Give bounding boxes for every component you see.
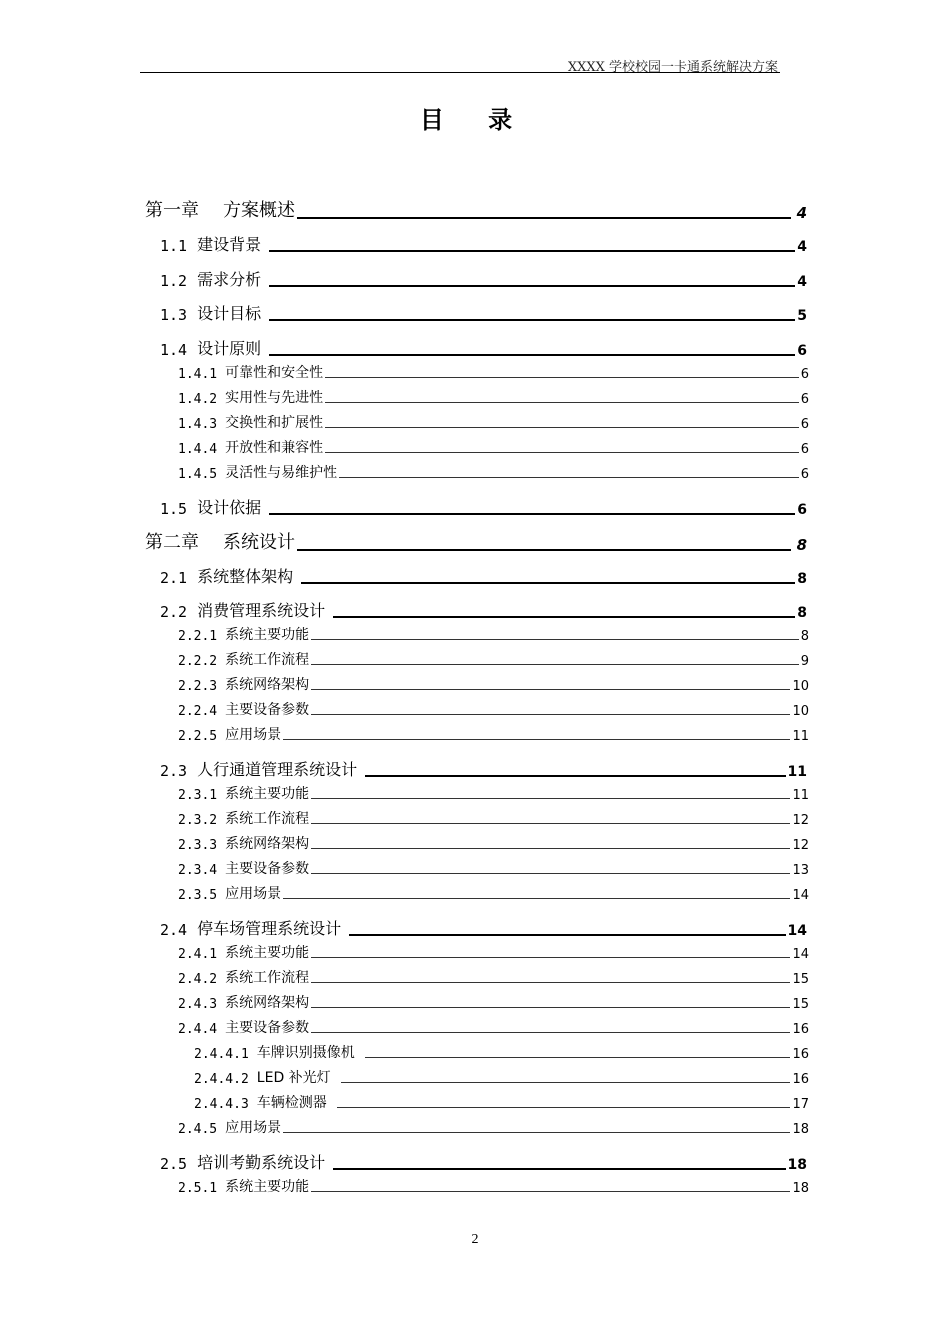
toc-entry-label: 系统网络架构 [225, 836, 310, 852]
toc-entry[interactable] [178, 942, 809, 962]
toc-entry[interactable] [178, 462, 809, 482]
toc-leader-line [311, 982, 790, 983]
toc-entry[interactable] [178, 674, 809, 694]
toc-entry[interactable] [160, 564, 807, 587]
toc-entry-number: 1.4.2 [178, 392, 218, 407]
toc-entry-number: 2.3.4 [178, 863, 218, 878]
toc-leader-line [311, 1007, 790, 1008]
toc-leader-line [349, 934, 785, 936]
toc-entry-page: 8 [797, 605, 807, 621]
toc-entry[interactable] [178, 783, 809, 803]
toc-entry-label: 培训考勤系统设计 [197, 1153, 326, 1172]
toc-entry-page: 10 [792, 704, 809, 719]
toc-entry[interactable] [178, 858, 809, 878]
toc-entry-number: 2.3.1 [178, 788, 218, 803]
toc-entry-label: 主要设备参数 [225, 1020, 310, 1036]
toc-entry[interactable] [178, 387, 809, 407]
toc-entry-number: 2.1 [160, 569, 188, 587]
toc-entry[interactable] [178, 992, 809, 1012]
toc-leader-line [311, 873, 790, 874]
toc-entry-label: 灵活性与易维护性 [225, 465, 338, 481]
toc-entry-label: LED 补光灯 [256, 1070, 331, 1086]
toc-entry[interactable] [160, 267, 807, 290]
toc-entry-number: 2.2.2 [178, 654, 218, 669]
toc-entry[interactable] [178, 833, 809, 853]
toc-entry-number: 1.4.5 [178, 467, 218, 482]
toc-entry-label: 系统工作流程 [225, 652, 310, 668]
toc-entry-page: 12 [792, 813, 809, 828]
toc-entry-number: 2.3.3 [178, 838, 218, 853]
toc-entry-page: 6 [800, 392, 809, 407]
toc-entry-number: 2.4.5 [178, 1122, 218, 1137]
toc-entry-number: 1.3 [160, 306, 188, 324]
toc-leader-line [269, 250, 795, 252]
toc-entry-label: 需求分析 [197, 270, 262, 289]
toc-entry-label: 应用场景 [225, 1120, 282, 1136]
toc-entry-number: 2.2.3 [178, 679, 218, 694]
toc-entry-page: 18 [792, 1122, 809, 1137]
toc-entry-number: 2.5.1 [178, 1181, 218, 1196]
toc-leader-line [269, 285, 795, 287]
toc-entry[interactable] [178, 808, 809, 828]
toc-leader-line [311, 689, 790, 690]
toc-leader-line [325, 452, 799, 453]
toc-entry-number: 2.4.2 [178, 972, 218, 987]
toc-entry-number: 1.1 [160, 237, 188, 255]
toc-entry-number: 2.2.5 [178, 729, 218, 744]
toc-entry-number: 2.4.4.1 [194, 1047, 249, 1062]
toc-entry-page: 16 [792, 1047, 809, 1062]
toc-entry[interactable] [178, 412, 809, 432]
toc-entry-label: 交换性和扩展性 [225, 415, 324, 431]
toc-entry-page: 8 [796, 536, 807, 554]
toc-entry-number: 1.2 [160, 272, 188, 290]
toc-entry-label: 建设背景 [197, 235, 262, 254]
running-header: XXXX 学校校园一卡通系统解决方案 [567, 60, 778, 75]
toc-entry-page: 13 [792, 863, 809, 878]
toc-entry-number: 2.4.4.2 [194, 1072, 249, 1087]
toc-leader-line [269, 319, 795, 321]
toc-entry-page: 6 [797, 502, 807, 518]
toc-leader-line [311, 639, 799, 640]
toc-entry-number: 1.4.3 [178, 417, 218, 432]
toc-leader-line [283, 898, 790, 899]
toc-entry-page: 14 [792, 888, 809, 903]
toc-entry[interactable] [160, 598, 807, 621]
toc-entry-label: 车牌识别摄像机 [256, 1045, 355, 1061]
toc-entry-page: 15 [792, 972, 809, 987]
toc-entry-label: 设计目标 [197, 304, 262, 323]
toc-entry-page: 10 [792, 679, 809, 694]
toc-entry-label: 主要设备参数 [225, 702, 310, 718]
toc-leader-line [311, 1032, 790, 1033]
toc-entry-number: 2.4.4.3 [194, 1097, 249, 1112]
toc-leader-line [301, 582, 795, 584]
toc-leader-line [365, 1057, 791, 1058]
toc-leader-line [283, 739, 790, 740]
toc-entry-number: 2.3.2 [178, 813, 218, 828]
toc-entry-label: 系统网络架构 [225, 995, 310, 1011]
toc-entry-page: 18 [787, 1157, 807, 1173]
toc-leader-line [283, 1132, 790, 1133]
toc-entry-label: 车辆检测器 [256, 1095, 327, 1111]
toc-entry-label: 实用性与先进性 [225, 390, 324, 406]
toc-entry-label: 人行通道管理系统设计 [197, 760, 358, 779]
toc-entry-page: 6 [800, 442, 809, 457]
toc-entry-label: 系统工作流程 [225, 970, 310, 986]
toc-title: 目 录 [419, 106, 531, 134]
toc-entry[interactable] [178, 1117, 809, 1137]
toc-leader-line [297, 217, 791, 219]
toc-entry-page: 4 [797, 239, 807, 255]
toc-entry[interactable] [178, 967, 809, 987]
toc-entry-page: 11 [792, 788, 809, 803]
toc-entry-label: 系统设计 [223, 532, 295, 553]
toc-entry[interactable] [178, 362, 809, 382]
toc-entry[interactable] [194, 1042, 809, 1062]
toc-entry-page: 8 [797, 571, 807, 587]
toc-leader-line [311, 798, 790, 799]
toc-entry[interactable] [178, 624, 809, 644]
toc-entry-label: 方案概述 [223, 200, 295, 221]
toc-entry-page: 16 [792, 1072, 809, 1087]
toc-entry[interactable] [160, 1150, 807, 1173]
toc-entry-label: 主要设备参数 [225, 861, 310, 877]
toc-entry-label: 系统主要功能 [225, 945, 310, 961]
toc-entry[interactable] [160, 757, 807, 780]
toc-entry-label: 消费管理系统设计 [197, 601, 326, 620]
toc-entry-page: 11 [792, 729, 809, 744]
toc-entry-page: 14 [787, 923, 807, 939]
toc-entry-label: 应用场景 [225, 727, 282, 743]
toc-leader-line [311, 1191, 790, 1192]
toc-entry-page: 9 [800, 654, 809, 669]
toc-leader-line [269, 354, 795, 356]
toc-leader-line [337, 1107, 791, 1108]
page-number: 2 [471, 1232, 479, 1247]
toc-entry-number: 2.2 [160, 603, 188, 621]
toc-entry-number: 1.4.1 [178, 367, 218, 382]
toc-leader-line [269, 513, 795, 515]
toc-entry-number: 2.4.1 [178, 947, 218, 962]
toc-entry-label: 开放性和兼容性 [225, 440, 324, 456]
toc-entry-number: 2.5 [160, 1155, 188, 1173]
toc-entry-number: 2.3 [160, 762, 188, 780]
toc-entry-number: 2.2.4 [178, 704, 218, 719]
toc-entry-page: 6 [800, 467, 809, 482]
toc-entry-number: 2.3.5 [178, 888, 218, 903]
toc-entry-page: 4 [796, 204, 807, 222]
toc-entry[interactable] [178, 649, 809, 669]
toc-entry-page: 17 [792, 1097, 809, 1112]
toc-entry-page: 12 [792, 838, 809, 853]
toc-leader-line [339, 477, 799, 478]
toc-entry-label: 设计依据 [197, 498, 262, 517]
toc-entry-label: 停车场管理系统设计 [197, 919, 342, 938]
toc-entry[interactable] [160, 495, 807, 518]
toc-entry-page: 5 [797, 308, 807, 324]
toc-entry-number: 2.2.1 [178, 629, 218, 644]
toc-entry-number: 1.5 [160, 500, 188, 518]
toc-entry-label: 设计原则 [197, 339, 262, 358]
toc-entry-page: 6 [800, 367, 809, 382]
toc-entry[interactable] [160, 336, 807, 359]
toc-entry-page: 15 [792, 997, 809, 1012]
toc-entry[interactable] [178, 1017, 809, 1037]
toc-entry-number: 1.4 [160, 341, 188, 359]
toc-entry-number: 2.4.3 [178, 997, 218, 1012]
toc-entry[interactable] [178, 1176, 809, 1196]
toc-entry[interactable] [145, 528, 807, 554]
toc-entry-label: 系统主要功能 [225, 786, 310, 802]
toc-entry[interactable] [178, 883, 809, 903]
toc-leader-line [311, 714, 790, 715]
toc-entry-number: 2.4 [160, 921, 188, 939]
toc-entry-number: 2.4.4 [178, 1022, 218, 1037]
toc-leader-line [341, 1082, 791, 1083]
toc-leader-line [325, 402, 799, 403]
toc-entry-page: 4 [797, 274, 807, 290]
toc-entry[interactable] [194, 1092, 809, 1112]
toc-entry-label: 应用场景 [225, 886, 282, 902]
toc-entry-label: 系统整体架构 [197, 567, 294, 586]
toc-entry[interactable] [160, 916, 807, 939]
toc-leader-line [325, 427, 799, 428]
toc-entry-label: 可靠性和安全性 [225, 365, 324, 381]
toc-leader-line [297, 549, 791, 551]
toc-entry[interactable] [160, 301, 807, 324]
toc-leader-line [325, 377, 799, 378]
toc-entry-page: 6 [800, 417, 809, 432]
toc-entry-label: 系统工作流程 [225, 811, 310, 827]
toc-leader-line [311, 664, 799, 665]
toc-entry-label: 系统网络架构 [225, 677, 310, 693]
toc-entry-page: 8 [800, 629, 809, 644]
toc-entry[interactable] [145, 196, 807, 222]
toc-entry[interactable] [178, 724, 809, 744]
toc-entry-page: 11 [787, 764, 807, 780]
toc-leader-line [333, 616, 795, 618]
toc-entry-page: 18 [792, 1181, 809, 1196]
toc-leader-line [333, 1168, 785, 1170]
toc-entry-label: 系统主要功能 [225, 627, 310, 643]
toc-leader-line [311, 848, 790, 849]
toc-entry-page: 16 [792, 1022, 809, 1037]
toc-leader-line [311, 957, 790, 958]
toc-leader-line [365, 775, 785, 777]
toc-entry[interactable] [194, 1067, 809, 1087]
toc-entry[interactable] [160, 232, 807, 255]
toc-entry-number: 第一章 [145, 200, 199, 221]
toc-entry[interactable] [178, 699, 809, 719]
toc-entry-page: 14 [792, 947, 809, 962]
toc-leader-line [311, 823, 790, 824]
toc-entry-label: 系统主要功能 [225, 1179, 310, 1195]
toc-entry-number: 1.4.4 [178, 442, 218, 457]
toc-entry[interactable] [178, 437, 809, 457]
toc-entry-page: 6 [797, 343, 807, 359]
toc-entry-number: 第二章 [145, 532, 199, 553]
